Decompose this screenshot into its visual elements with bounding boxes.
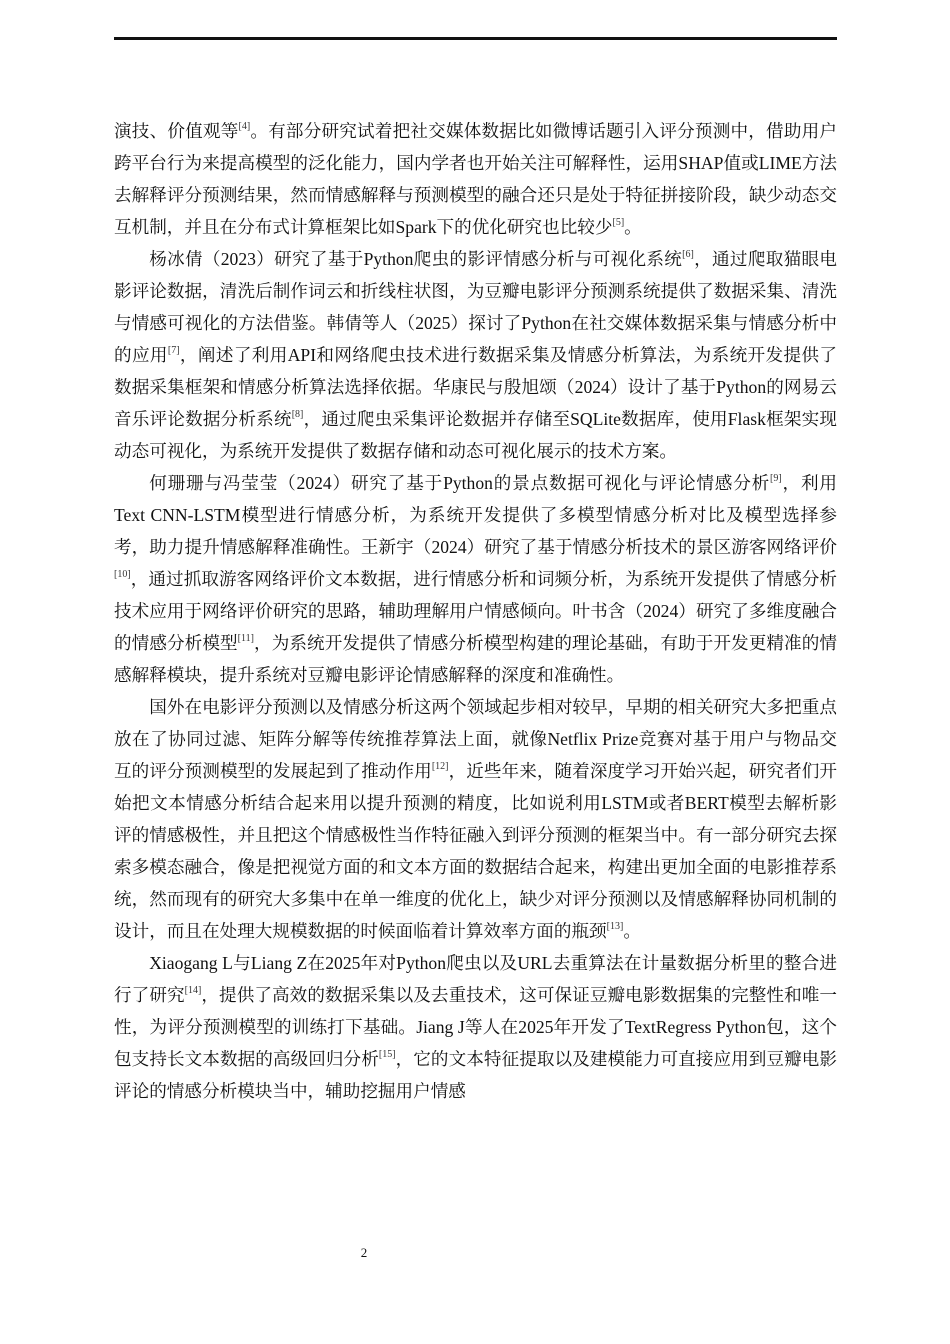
citation-marker: [15] <box>378 1049 396 1060</box>
paragraph-text: Xiaogang L与Liang Z在2025年对Python爬虫以及URL去重算法在计量数据分析里的整合进行了研究 <box>114 953 837 1005</box>
citation-marker: [6] <box>682 249 694 260</box>
citation-marker: [7] <box>167 345 180 356</box>
page-number: 2 <box>360 1245 368 1260</box>
paragraph <box>114 115 837 243</box>
citation-marker: [4] <box>238 121 251 132</box>
citation-marker: [13] <box>606 921 624 932</box>
paragraph-text: ，通过抓取游客网络评价文本数据，进行情感分析和词频分析，为系统开发提供了情感分析技术应用于网络评价研究的思路，辅助理解用户情感倾向。叶书含（2024）研究了多维度融合的情感分析模型 <box>114 569 837 653</box>
paragraph <box>114 947 837 1107</box>
citation-marker: [8] <box>291 409 304 420</box>
paragraph-text: 。 <box>624 217 642 237</box>
paragraph-text: ，近些年来，随着深度学习开始兴起，研究者们开始把文本情感分析结合起来用以提升预测的精度，比如说利用LSTM或者BERT模型去解析影评的情感极性，并且把这个情感极性当作特征融入到评分预测的框架当中。有一部分研究去探索多模态融合，像是把视觉方面的和文本方面的数据结合起来，构建出更加全面的电影推荐系统，然而现有的研究大多集中在单一维度的优化上，缺少对评分预测以及情感解释协同机制的设计，而且在处理大规模数据的时候面临着计算效率方面的瓶颈 <box>114 761 837 941</box>
citation-marker: [10] <box>114 569 131 580</box>
paragraph-text: ，通过爬虫采集评论数据并存储至SQLite数据库，使用Flask框架实现动态可视化，为系统开发提供了数据存储和动态可视化展示的技术方案。 <box>114 409 837 461</box>
paragraph <box>114 467 837 691</box>
paragraph-text: 。有部分研究试着把社交媒体数据比如微博话题引入评分预测中，借助用户跨平台行为来提高模型的泛化能力，国内学者也开始关注可解释性，运用SHAP值或LIME方法去解释评分预测结果，然而情感解释与预测模型的融合还只是处于特征拼接阶段，缺少动态交互机制，并且在分布式计算框架比如Spark下的优化研究也比较少 <box>114 121 837 237</box>
paragraph-text: 杨冰倩（2023）研究了基于Python爬虫的影评情感分析与可视化系统 <box>149 249 683 269</box>
paragraph-text: ，它的文本特征提取以及建模能力可直接应用到豆瓣电影评论的情感分析模块当中，辅助挖掘用户情感 <box>114 1049 837 1101</box>
body-text <box>114 115 837 1107</box>
paragraph <box>114 243 837 467</box>
paragraph-text: ，阐述了利用API和网络爬虫技术进行数据采集及情感分析算法，为系统开发提供了数据采集框架和情感分析算法选择依据。华康民与殷旭颂（2024）设计了基于Python的网易云音乐评论数据分析系统 <box>114 345 837 429</box>
paragraph-text: 国外在电影评分预测以及情感分析这两个领域起步相对较早，早期的相关研究大多把重点放在了协同过滤、矩阵分解等传统推荐算法上面，就像Netflix Prize竞赛对基于用户与物品交互的评分预测模型的发展起到了推动作用 <box>114 697 837 781</box>
paragraph-text: 何珊珊与冯莹莹（2024）研究了基于Python的景点数据可视化与评论情感分析 <box>149 473 771 493</box>
paragraph-text: ，通过爬取猫眼电影评论数据，清洗后制作词云和折线柱状图，为豆瓣电影评分预测系统提供了数据采集、清洗与情感可视化的方法借鉴。韩倩等人（2025）探讨了Python在社交媒体数据采集与情感分析中的应用 <box>114 249 837 365</box>
paragraph-text: ，利用Text CNN-LSTM模型进行情感分析，为系统开发提供了多模型情感分析对比及模型选择参考，助力提升情感解释准确性。王新宇（2024）研究了基于情感分析技术的景区游客网络评价 <box>114 473 837 557</box>
citation-marker: [11] <box>237 633 254 644</box>
paragraph-text: ，为系统开发提供了情感分析模型构建的理论基础，有助于开发更精准的情感解释模块，提升系统对豆瓣电影评论情感解释的深度和准确性。 <box>114 633 837 685</box>
paragraph <box>114 691 837 947</box>
citation-marker: [12] <box>431 761 449 772</box>
header-rule <box>114 37 837 40</box>
citation-marker: [5] <box>612 217 625 228</box>
paragraph-text: 演技、价值观等 <box>114 121 239 141</box>
paragraph-text: ，提供了高效的数据采集以及去重技术，这可保证豆瓣电影数据集的完整性和唯一性，为评分预测模型的训练打下基础。Jiang J等人在2025年开发了TextRegress Python包，这个包支持长文本数据的高级回归分析 <box>114 985 837 1069</box>
citation-marker: [14] <box>184 985 202 996</box>
citation-marker: [9] <box>770 473 782 484</box>
paragraph-text: 。 <box>623 921 641 941</box>
